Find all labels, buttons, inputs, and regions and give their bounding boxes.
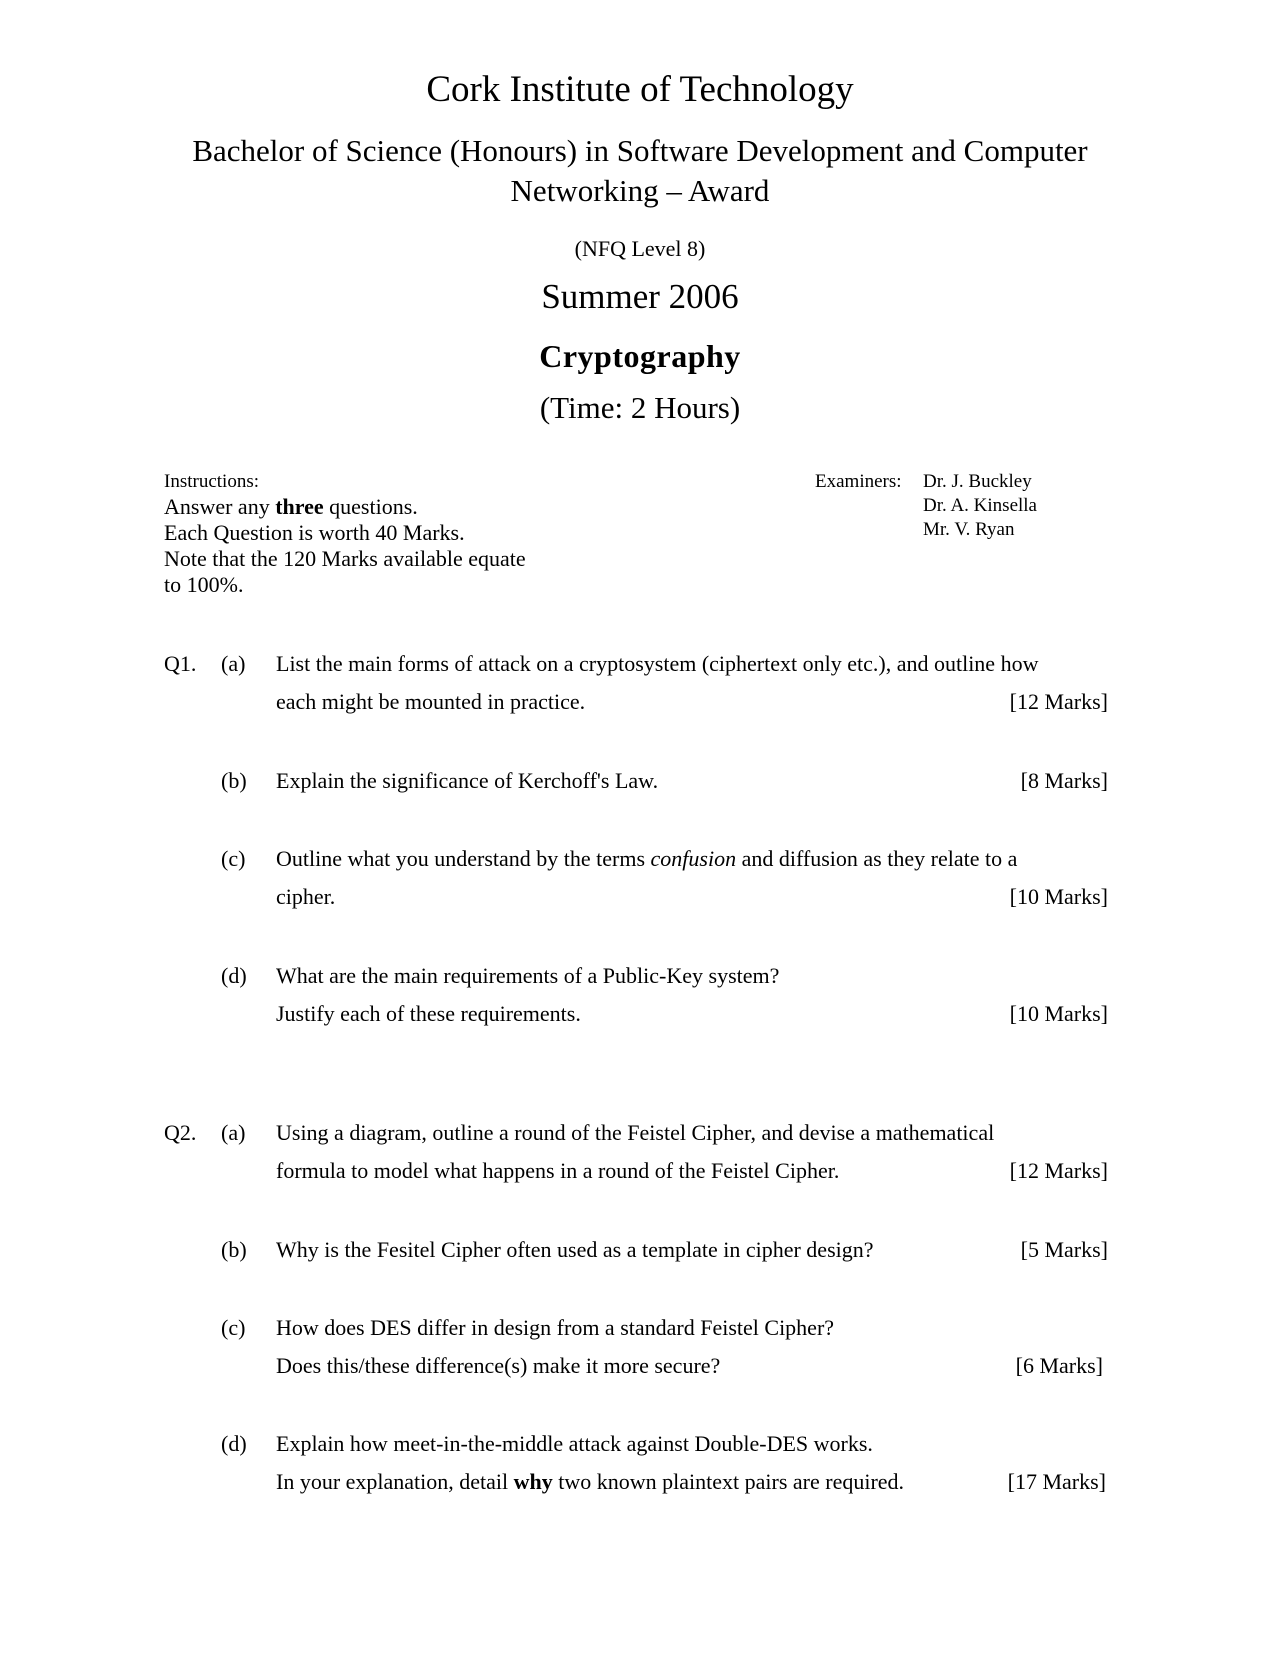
q2-part-d-marks: [17 Marks]: [1007, 1469, 1106, 1494]
q2-part-c-line1: How does DES differ in design from a standard Feistel Cipher?: [276, 1315, 835, 1340]
q1-part-c-label: (c): [221, 846, 246, 871]
q1-part-b-line1: Explain the significance of Kerchoff's Law.: [276, 768, 659, 793]
q2-part-c-marks: [6 Marks]: [1015, 1353, 1103, 1378]
q1-part-c-line1-italic: confusion: [650, 846, 737, 871]
examiners-names: [923, 470, 1037, 542]
instructions-line-1-suffix: questions.: [323, 494, 418, 519]
q2-part-a-line2: formula to model what happens in a round of the Feistel Cipher.: [276, 1158, 840, 1183]
q1-part-d-label: (d): [221, 963, 247, 988]
instructions-line-1-prefix: Answer any: [164, 494, 276, 519]
q1-part-c-line1-suffix: and diffusion as they relate to a: [736, 846, 1018, 871]
q1-part-b-label: (b): [221, 768, 247, 793]
q1-part-c-line1: [276, 846, 1017, 872]
examiner-name: Mr. V. Ryan: [923, 519, 1015, 540]
q1-part-b-marks: [8 Marks]: [1020, 768, 1108, 793]
instructions-line-2: Each Question is worth 40 Marks.: [164, 520, 465, 545]
instructions-line-3: Note that the 120 Marks available equate: [164, 546, 526, 571]
examiners-label: Examiners:: [815, 471, 902, 492]
exam-duration: (Time: 2 Hours): [539, 390, 741, 425]
q1-part-a-line2: each might be mounted in practice.: [276, 689, 586, 714]
q2-part-d-label: (d): [221, 1431, 247, 1456]
q1-part-a-marks: [12 Marks]: [1009, 689, 1108, 714]
instructions-heading: Instructions:: [164, 471, 259, 492]
programme-title-line1: Bachelor of Science (Honours) in Software Development and Computer: [192, 133, 1088, 168]
q2-part-b-line1: Why is the Fesitel Cipher often used as a template in cipher design?: [276, 1237, 874, 1262]
question-1-number: Q1.: [164, 651, 197, 676]
q2-part-d-line2-bold: why: [513, 1469, 553, 1494]
q2-part-a-marks: [12 Marks]: [1009, 1158, 1108, 1183]
nfq-level: (NFQ Level 8): [574, 236, 706, 261]
q1-part-c-line2: cipher.: [276, 884, 336, 909]
q1-part-d-marks: [10 Marks]: [1009, 1001, 1108, 1026]
examiner-name: Dr. A. Kinsella: [923, 495, 1037, 516]
q2-part-a-line1: Using a diagram, outline a round of the Feistel Cipher, and devise a mathematical: [276, 1120, 995, 1145]
q2-part-d-line2-suffix: two known plaintext pairs are required.: [552, 1469, 905, 1494]
instructions-line-1-bold: three: [275, 494, 324, 519]
q2-part-b-label: (b): [221, 1237, 247, 1262]
q2-part-c-label: (c): [221, 1315, 246, 1340]
q2-part-c-line2: Does this/these difference(s) make it more secure?: [276, 1353, 721, 1378]
instructions-line-4: to 100%.: [164, 572, 244, 597]
q2-part-d-line1: Explain how meet-in-the-middle attack against Double-DES works.: [276, 1431, 873, 1456]
q1-part-a-label: (a): [221, 651, 246, 676]
q1-part-d-line2: Justify each of these requirements.: [276, 1001, 581, 1026]
institution-title: Cork Institute of Technology: [426, 69, 854, 110]
q1-part-c-line1-prefix: Outline what you understand by the terms: [276, 846, 651, 871]
instructions-block: [164, 470, 584, 598]
q2-part-d-line2: [276, 1469, 904, 1495]
exam-subject: Cryptography: [539, 338, 741, 374]
exam-session: Summer 2006: [541, 277, 739, 316]
programme-title-line2: Networking – Award: [510, 173, 770, 208]
examiner-name: Dr. J. Buckley: [923, 471, 1032, 492]
q2-part-b-marks: [5 Marks]: [1020, 1237, 1108, 1262]
question-2-number: Q2.: [164, 1120, 197, 1145]
instructions-line-1: [164, 494, 584, 520]
q1-part-d-line1: What are the main requirements of a Public-Key system?: [276, 963, 780, 988]
q1-part-a-line1: List the main forms of attack on a cryptosystem (ciphertext only etc.), and outline how: [276, 651, 1039, 676]
q1-part-c-marks: [10 Marks]: [1009, 884, 1108, 909]
q2-part-d-line2-prefix: In your explanation, detail: [276, 1469, 514, 1494]
q2-part-a-label: (a): [221, 1120, 246, 1145]
